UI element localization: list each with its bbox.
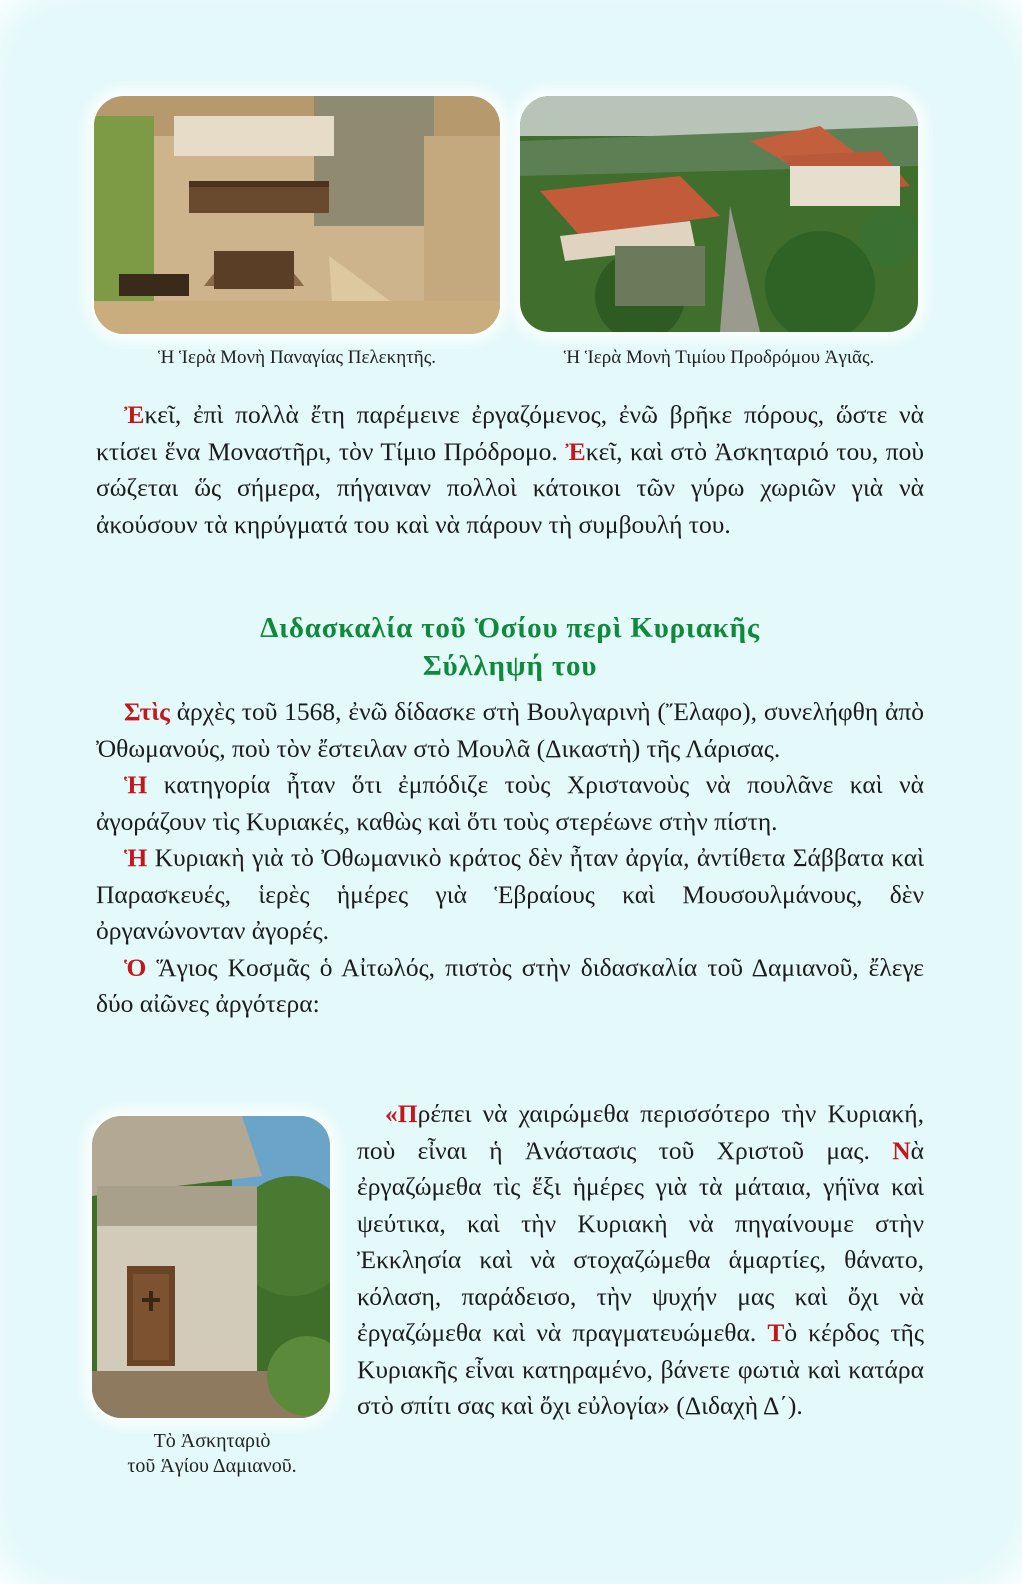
photo-panagia-pelekiti bbox=[94, 96, 500, 334]
drop-cap: Ἐ bbox=[124, 400, 145, 429]
photo-caption: Ἡ Ἱερὰ Μονὴ Τιμίου Προδρόμου Ἀγιᾶς. bbox=[563, 347, 875, 368]
drop-cap: Ἡ bbox=[124, 770, 148, 799]
drop-cap: Ἐ bbox=[565, 436, 586, 466]
heading-line-2: Σύλληψή του bbox=[422, 650, 598, 682]
drop-cap: Ὁ bbox=[124, 952, 147, 982]
photo-askitario-agiou-damianou bbox=[92, 1116, 330, 1418]
quote-block bbox=[357, 1096, 924, 1425]
paragraph bbox=[96, 694, 924, 767]
paragraph bbox=[96, 767, 924, 840]
drop-cap: Τ bbox=[767, 1318, 785, 1347]
quote-text: ὰ ἐργαζώμεθα τὶς ἕξι ἡμέρες γιὰ τὰ μάταια, γήϊνα καὶ ψεύτικα, καὶ τὴν Κυριακὴ νὰ πηγαίνουμε στὴν Ἐκκλησία καὶ νὰ στοχαζώμεθα ἁμαρτίες, θάνατο, κόλαση, παράδεισο, τὴν ψυχήν μας καὶ ὄχι νὰ ἐργαζώμεθα καὶ νὰ πραγματευώμεθα. bbox=[357, 1135, 924, 1347]
photo-caption bbox=[92, 1429, 332, 1479]
paragraph-text: κεῖ, ἐπὶ πολλὰ ἔτη παρέμεινε ἐργαζόμενος, ἐνῶ βρῆκε πόρους, ὥστε νὰ κτίσει ἕνα Μοναστῆρι, τὸν Τίμιο Πρόδρομο. bbox=[96, 400, 924, 466]
quote-text: ρέπει νὰ χαιρώμεθα περισσότερο τὴν Κυριακή, ποὺ εἶναι ἡ Ἀνάστασις τοῦ Χριστοῦ μας. bbox=[357, 1099, 924, 1165]
drop-cap: Στὶς bbox=[124, 697, 170, 726]
quote-open-mark: « bbox=[385, 1099, 398, 1128]
paragraph-text: Κυριακὴ γιὰ τὸ Ὀθωμανικὸ κράτος δὲν ἦταν ἀργία, ἀντίθετα Σάββατα καὶ Παρασκευές, ἱερὲς ἡμέρες γιὰ Ἑβραίους καὶ Μουσουλμάνους, δὲν ὀργανώνονταν ἀγορές. bbox=[96, 843, 924, 945]
paragraph-text: Ἅγιος Κοσμᾶς ὁ Αἰτωλός, πιστὸς στὴν διδασκαλία τοῦ Δαμιανοῦ, ἔλεγε δύο αἰῶνες ἀργότερα: bbox=[96, 952, 924, 1018]
drop-cap: Ἡ bbox=[124, 843, 148, 872]
heading-line-1: Διδασκαλία τοῦ Ὁσίου περὶ Κυριακῆς bbox=[260, 612, 760, 644]
paragraph bbox=[96, 950, 924, 1023]
paragraph-text: ἀρχὲς τοῦ 1568, ἐνῶ δίδασκε στὴ Βουλγαρινὴ (Ἔλαφο), συνελήφθη ἀπὸ Ὀθωμανούς, ποὺ τὸν ἔστειλαν στὸ Μουλᾶ (Δικαστὴ) τῆς Λάρισας. bbox=[96, 697, 924, 763]
caption-line: τοῦ Ἁγίου Δαμιανοῦ. bbox=[127, 1455, 297, 1477]
body-paragraphs bbox=[96, 694, 924, 1023]
drop-cap: Ν bbox=[892, 1135, 911, 1165]
quote-text: ὸ κέρδος τῆς Κυριακῆς εἶναι κατηραμένο, βάνετε φωτιὰ καὶ κατάρα στὸ σπίτι σας καὶ ὄχι εὐλογία» (Διδαχὴ Δ΄). bbox=[357, 1318, 924, 1420]
intro-paragraph bbox=[96, 397, 924, 543]
paragraph-text: κεῖ, καὶ στὸ Ἀσκηταριό του, ποὺ σώζεται ὥς σήμερα, πήγαιναν πολλοὶ κάτοικοι τῶν γύρω χωριῶν γιὰ νὰ ἀκούσουν τὰ κηρύγματά του καὶ νὰ πάρουν τὴ συμβουλή του. bbox=[96, 436, 925, 539]
drop-cap: Π bbox=[397, 1099, 418, 1128]
paragraph-text: κατηγορία ἦταν ὅτι ἐμπόδιζε τοὺς Χριστανοὺς νὰ πουλᾶνε καὶ νὰ ἀγοράζουν τὶς Κυριακές, καθὼς καὶ ὅτι τοὺς στερέωνε στὴν πίστη. bbox=[96, 770, 924, 836]
photo-caption: Ἡ Ἱερὰ Μονὴ Παναγίας Πελεκητῆς. bbox=[157, 347, 437, 368]
section-heading bbox=[95, 609, 925, 685]
photo-timiou-prodromou-agias bbox=[520, 96, 918, 332]
paragraph bbox=[96, 840, 924, 950]
caption-line: Τὸ Ἀσκηταριὸ bbox=[153, 1430, 271, 1452]
